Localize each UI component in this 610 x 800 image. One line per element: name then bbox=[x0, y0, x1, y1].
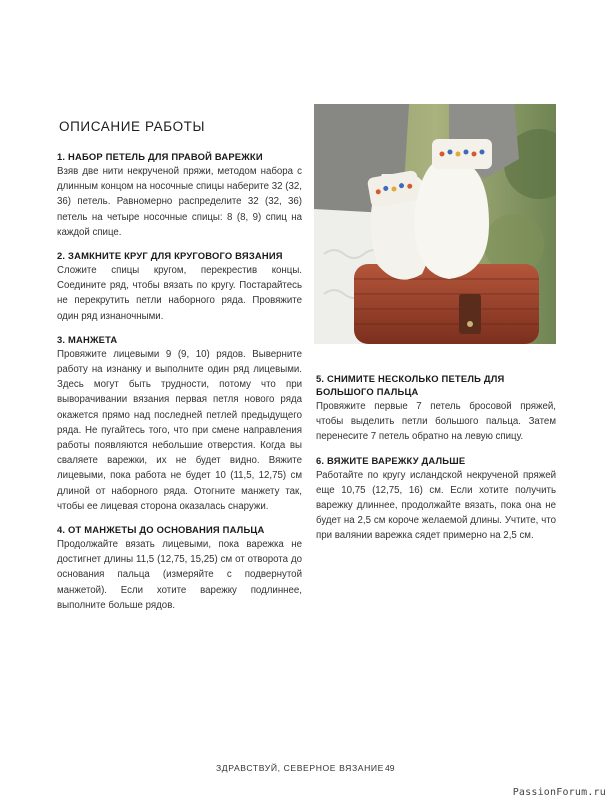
right-column bbox=[316, 372, 556, 553]
section-join-round bbox=[57, 249, 302, 324]
section-heading: 2. ЗАМКНИТЕ КРУГ ДЛЯ КРУГОВОГО ВЯЗАНИЯ bbox=[57, 250, 283, 262]
watermark: PassionForum.ru bbox=[512, 787, 606, 798]
section-heading: 1. НАБОР ПЕТЕЛЬ ДЛЯ ПРАВОЙ ВАРЕЖКИ bbox=[57, 151, 263, 162]
section-body: Сложите спицы кругом, перекрестив концы. Соедините ряд, чтобы вязать по кругу. Постарайтесь не перекрутить петли наборного ряда. Провяжите один ряд изнаночными. bbox=[57, 265, 302, 322]
book-title: ЗДРАВСТВУЙ, СЕВЕРНОЕ ВЯЗАНИЕ bbox=[216, 763, 385, 773]
section-body: Продолжайте вязать лицевыми, пока варежка не достигнет длины 11,5 (12,75, 15,25) см от отворота до основания пальца (измеряйте с подвернутой манжетой). Если хотите варежку подлиннее, выполните больше рядов. bbox=[57, 539, 302, 611]
section-heading: 5. СНИМИТЕ НЕСКОЛЬКО ПЕТЕЛЬ ДЛЯ БОЛЬШОГО ПАЛЬЦА bbox=[316, 373, 505, 397]
section-heading: 6. ВЯЖИТЕ ВАРЕЖКУ ДАЛЬШЕ bbox=[316, 454, 466, 466]
section-cast-on bbox=[57, 150, 302, 240]
left-column bbox=[57, 150, 302, 622]
section-body: Взяв две нити некрученой пряжи, методом набора с длинным концом на носочные спицы наберите 32 (32, 36) петель. Равномерно распределите 32 (32, 36) петель на четыре носочные спицы: 8 (8, 9) спиц на каждой спице. bbox=[57, 166, 302, 238]
section-body: Провяжите лицевыми 9 (9, 10) рядов. Выверните работу на изнанку и выполните один ряд лицевыми. Здесь могут быть трудности, потому что при выворачивании вязания первая петля нового ряда окажется прямо над последней петлей предыдущего ряда. Не пугайтесь того, что при смене направления работы появляются небольшие отверстия. Когда вы сваляете варежки, их не будет видно. Вяжите лицевыми, пока работа не будет 10 (11,5, 12,75) см длиной от наборного ряда. Отогните манжету так, чтобы ее лицевая сторона оказалась снаружи. bbox=[57, 348, 302, 512]
mittens-photo bbox=[314, 104, 556, 344]
section-body: Работайте по кругу исландской некрученой пряжей еще 10,75 (12,75, 16) см. Если хотите получить варежку длиннее, продолжайте вязать, пока она не будет на 2,5 см короче желаемой длины. Учтите, что при валянии варежка сядет примерно на 2,5 см. bbox=[316, 469, 556, 542]
section-cuff-to-thumb bbox=[57, 523, 302, 613]
section-cuff bbox=[57, 333, 302, 514]
page-number: 49 bbox=[385, 763, 395, 773]
section-heading: 4. ОТ МАНЖЕТЫ ДО ОСНОВАНИЯ ПАЛЬЦА bbox=[57, 524, 265, 536]
section-body: Провяжите первые 7 петель бросовой пряжей, чтобы выделить петли большого пальца. Затем перенесите 7 петель обратно на левую спицу. bbox=[316, 401, 556, 443]
section-thumb-stitches bbox=[316, 372, 556, 445]
section-continue-mitten bbox=[316, 454, 556, 544]
page-title: ОПИСАНИЕ РАБОТЫ bbox=[59, 119, 206, 135]
section-heading: 3. МАНЖЕТА bbox=[57, 333, 118, 345]
